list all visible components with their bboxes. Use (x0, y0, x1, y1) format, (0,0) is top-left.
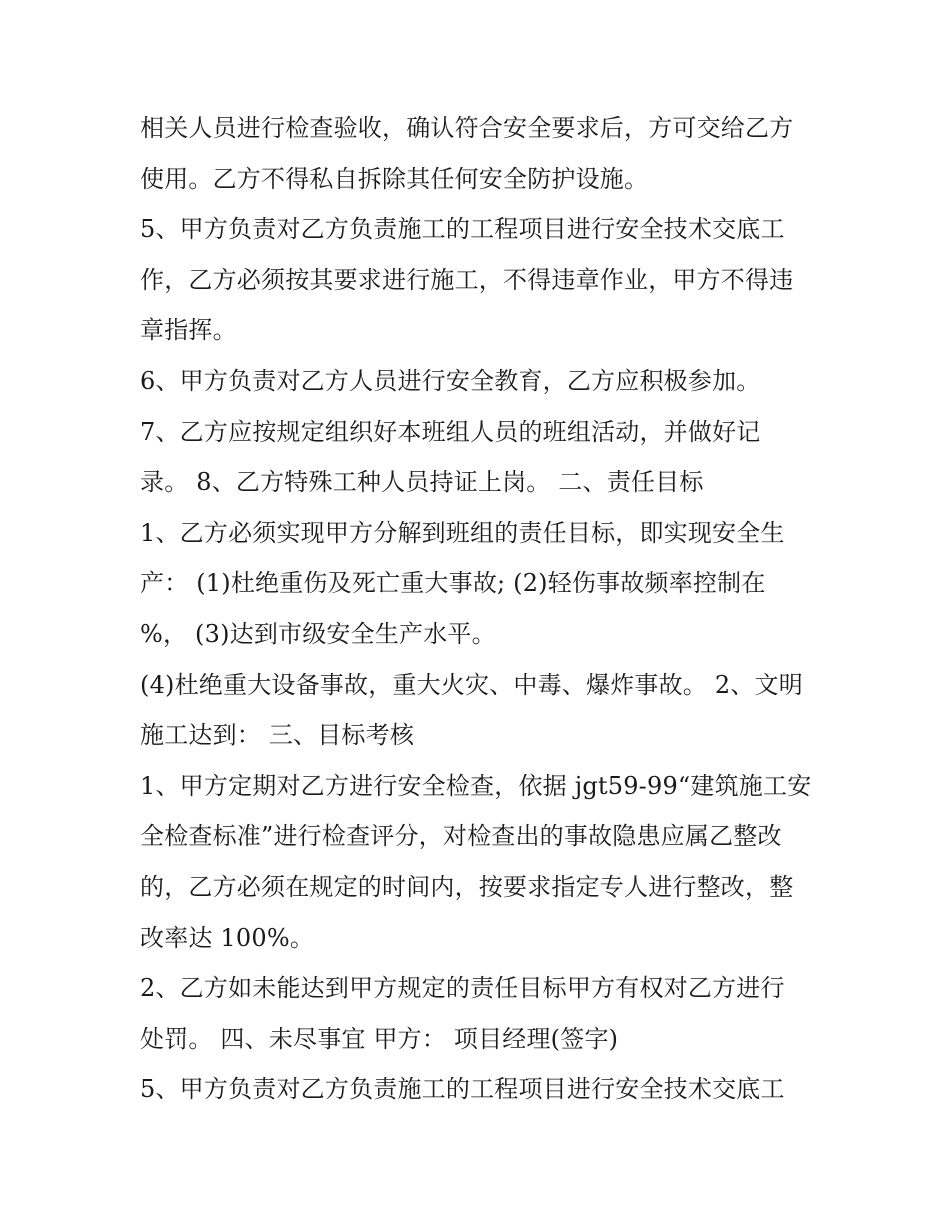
text-line: (4)杜绝重大设备事故，重大火灾、中毒、爆炸事故。 2、文明 (140, 670, 803, 699)
text-line: 5、甲方负责对乙方负责施工的工程项目进行安全技术交底工 (140, 1075, 785, 1104)
text-line: 作，乙方必须按其要求进行施工，不得违章作业，甲方不得违 (140, 265, 794, 294)
text-line: 相关人员进行检查验收，确认符合安全要求后，方可交给乙方 (140, 114, 794, 142)
text-line: 产： (1)杜绝重伤及死亡重大事故; (2)轻伤事故频率控制在 (140, 569, 766, 598)
text-line: 录。 8、乙方特殊工种人员持证上岗。 二、责任目标 (140, 468, 704, 497)
text-line: 章指挥。 (140, 316, 237, 345)
text-line: 1、甲方定期对乙方进行安全检查，依据 jgt59-99“建筑施工安 (140, 771, 812, 800)
text-line: 6、甲方负责对乙方人员进行安全教育，乙方应积极参加。 (140, 366, 761, 395)
text-line: 改率达 100%。 (140, 923, 315, 952)
text-line: 1、乙方必须实现甲方分解到班组的责任目标，即实现安全生 (140, 518, 785, 547)
text-line: 的，乙方必须在规定的时间内，按要求指定专人进行整改，整 (140, 872, 794, 901)
text-line: %， (3)达到市级安全生产水平。 (140, 619, 496, 648)
text-line: 2、乙方如未能达到甲方规定的责任目标甲方有权对乙方进行 (140, 974, 785, 1003)
document-body (140, 103, 840, 1115)
text-line: 使用。乙方不得私自拆除其任何安全防护设施。 (140, 164, 649, 193)
text-line: 5、甲方负责对乙方负责施工的工程项目进行安全技术交底工 (140, 215, 785, 244)
text-line: 7、乙方应按规定组织好本班组人员的班组活动，并做好记 (140, 417, 761, 446)
text-line: 施工达到： 三、目标考核 (140, 721, 415, 750)
text-line: 处罚。 四、未尽事宜 甲方： 项目经理(签字) (140, 1024, 619, 1053)
text-line: 全检查标准”进行检查评分，对检查出的事故隐患应属乙整改 (140, 822, 782, 851)
